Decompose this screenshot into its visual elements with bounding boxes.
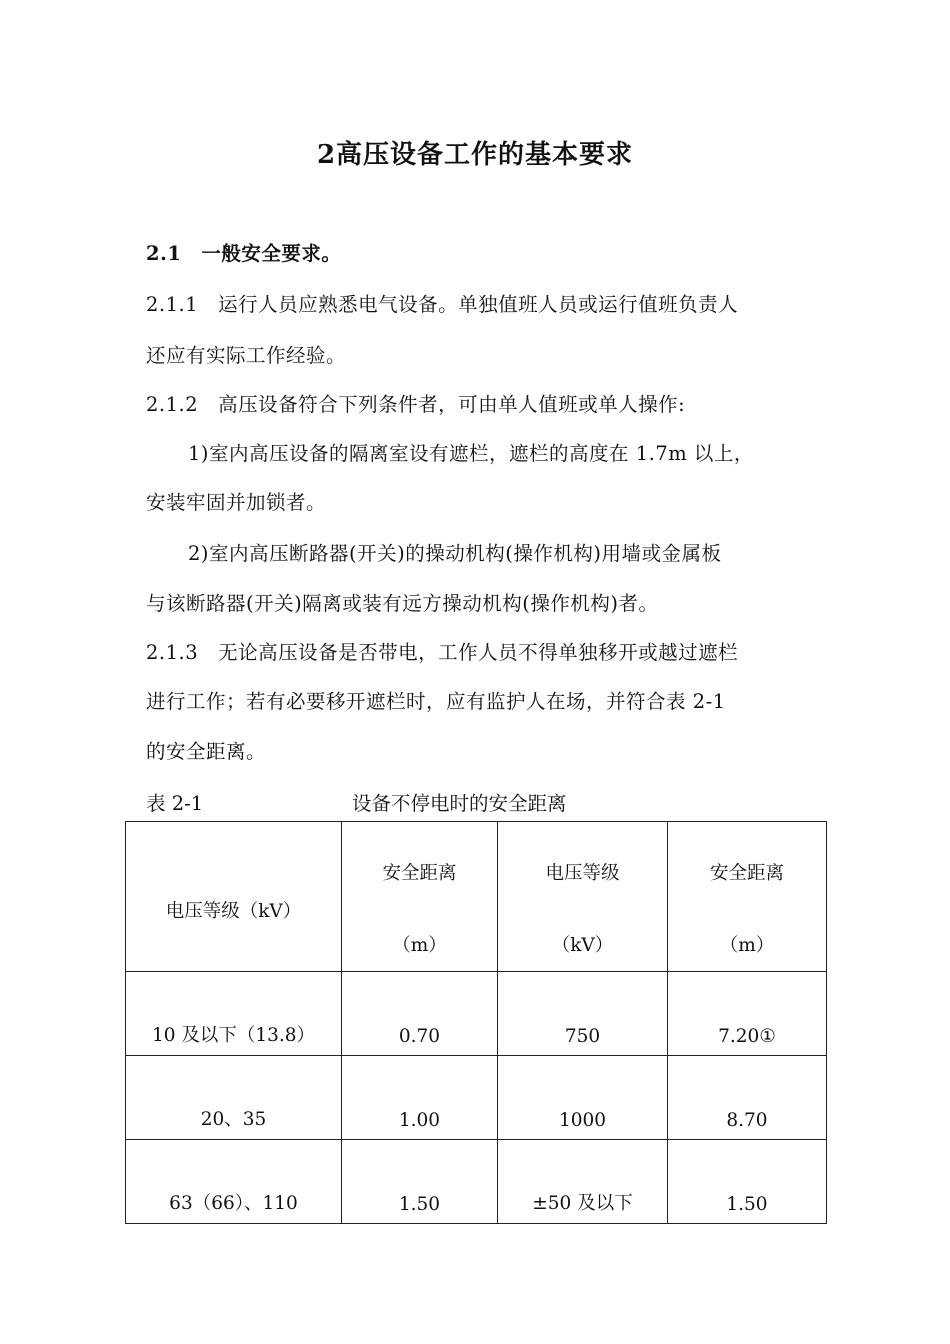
table-cell: 1000 [498, 1056, 668, 1140]
table-cell: 8.70 [668, 1056, 827, 1140]
paragraph-line: 与该断路器(开关)隔离或装有远方操动机构(操作机构)者。 [146, 592, 659, 615]
paragraph-line: 2.1.3 无论高压设备是否带电，工作人员不得单独移开或越过遮栏 [146, 641, 739, 664]
table-cell: 1.00 [342, 1056, 498, 1140]
paragraph-line: 2.1.1 运行人员应熟悉电气设备。单独值班人员或运行值班负责人 [146, 293, 739, 316]
table-header-row [126, 822, 827, 972]
table-row [126, 1140, 827, 1224]
table-row [126, 1056, 827, 1140]
header-cell [126, 822, 342, 972]
header-voltage: 电压等级 [545, 863, 620, 884]
header-safety-distance: 安全距离 [709, 863, 784, 884]
paragraph-line: 2.1.2 高压设备符合下列条件者，可由单人值班或单人操作: [146, 393, 686, 416]
table-row [126, 972, 827, 1056]
header-unit-m: （m） [392, 935, 447, 956]
paragraph-line: 还应有实际工作经验。 [146, 344, 347, 367]
header-safety-distance: 安全距离 [382, 863, 457, 884]
table-cell: 750 [498, 972, 668, 1056]
header-cell [498, 822, 668, 972]
table-cell: ±50 及以下 [498, 1140, 668, 1224]
paragraph-line: 1)室内高压设备的隔离室设有遮栏，遮栏的高度在 1.7m 以上， [188, 442, 754, 465]
table-label: 表 2-1 [146, 792, 204, 815]
table-caption: 设备不停电时的安全距离 [352, 792, 567, 815]
table-cell: 1.50 [342, 1140, 498, 1224]
header-unit-kv: （kV） [551, 935, 614, 956]
page-title: 2高压设备工作的基本要求 [316, 140, 634, 170]
header-cell [668, 822, 827, 972]
table-cell: 1.50 [668, 1140, 827, 1224]
paragraph-line: 2)室内高压断路器(开关)的操动机构(操作机构)用墙或金属板 [188, 542, 722, 565]
paragraph-line: 安装牢固并加锁者。 [146, 491, 327, 514]
header-voltage-kv: 电压等级（kV） [165, 901, 302, 922]
table-cell: 0.70 [342, 972, 498, 1056]
safety-distance-table [125, 821, 827, 1224]
paragraph-line: 进行工作；若有必要移开遮栏时，应有监护人在场，并符合表 2-1 [146, 690, 726, 713]
header-unit-m: （m） [719, 935, 775, 956]
header-cell [342, 822, 498, 972]
table-cell: 63（66）、110 [126, 1140, 342, 1224]
paragraph-line: 的安全距离。 [146, 740, 267, 763]
table-cell: 20、35 [126, 1056, 342, 1140]
table-cell: 7.20① [668, 972, 827, 1056]
table-cell: 10 及以下（13.8） [126, 972, 342, 1056]
section-heading: 2.1 一般安全要求。 [146, 242, 342, 265]
